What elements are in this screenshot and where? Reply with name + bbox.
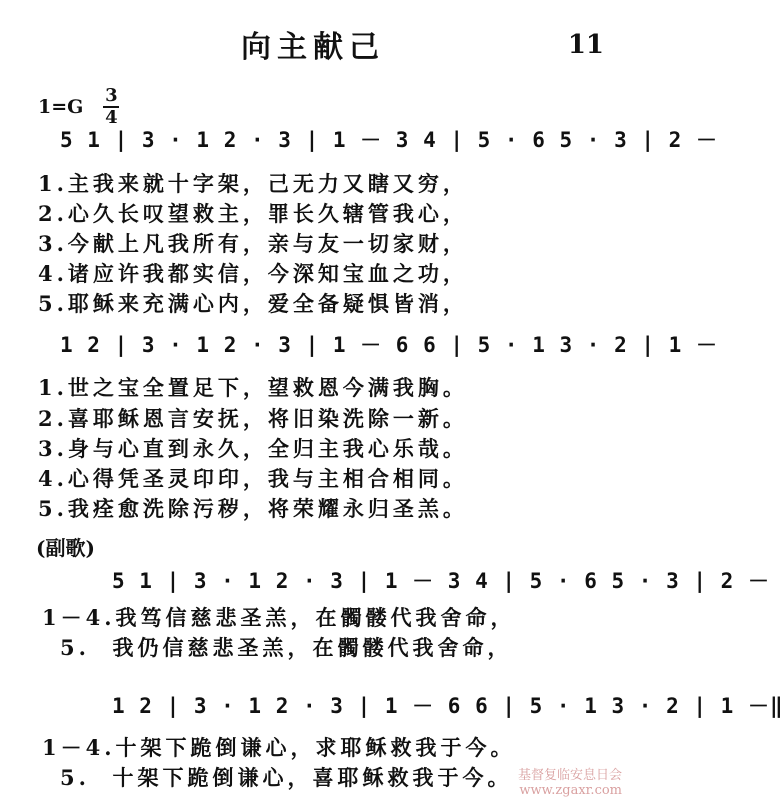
chorus-notation-line-1: 5 1 | 3 · 1 2 · 3 | 1 － 3 4 | 5 · 6 5 · 3 | 2 － [112,569,770,593]
time-signature-bottom: 4 [105,107,118,128]
chorus-lyric-1-4-b: 1－4.十架下跪倒谦心，求耶稣救我于今。 [42,735,516,760]
key-signature [38,86,119,128]
time-signature [103,86,119,128]
lyric-verse-1: 1.主我来就十字架，己无力又瞎又穷， [38,171,468,196]
lyric-verse-2: 2.心久长叹望救主，罪长久辖管我心， [38,201,468,226]
watermark-line-2: www.zgaxr.com [519,783,622,798]
lyric-verse-3-b: 3.身与心直到永久，全归主我心乐哉。 [38,436,468,461]
chorus-lyric-5-a: 5. 我仍信慈悲圣羔，在髑髅代我舍命， [60,635,513,660]
lyric-verse-3: 3.今献上凡我所有，亲与友一切家财， [38,231,468,256]
time-signature-top: 3 [105,85,118,106]
lyric-verse-5-b: 5.我痊愈洗除污秽，将荣耀永归圣羔。 [38,496,468,521]
chorus-lyric-5-b: 5. 十架下跪倒谦心，喜耶稣救我于今。 [60,765,513,790]
watermark-line-1: 基督复临安息日会 [517,768,622,783]
key-label: 1=G [38,96,84,118]
notation-line-2: 1 2 | 3 · 1 2 · 3 | 1 － 6 6 | 5 · 1 3 · 2 | 1 － [60,333,718,357]
lyric-verse-2-b: 2.喜耶稣恩言安抚，将旧染洗除一新。 [38,406,468,431]
song-title: 向主献己 [241,30,385,65]
lyric-verse-1-b: 1.世之宝全置足下，望救恩今满我胸。 [38,375,468,400]
page-number: 11 [567,30,604,60]
chorus-lyric-1-4-a: 1－4.我笃信慈悲圣羔，在髑髅代我舍命， [42,605,516,630]
watermark [518,764,622,798]
lyric-verse-4: 4.诸应许我都实信，今深知宝血之功， [38,261,468,286]
chorus-notation-line-2: 1 2 | 3 · 1 2 · 3 | 1 － 6 6 | 5 · 1 3 · 2 | 1 －‖ [112,694,784,718]
notation-line-1: 5 1 | 3 · 1 2 · 3 | 1 － 3 4 | 5 · 6 5 · 3 | 2 － [60,128,718,152]
chorus-label: (副歌) [36,536,95,560]
lyric-verse-4-b: 4.心得凭圣灵印印，我与主相合相同。 [38,466,468,491]
lyric-verse-5: 5.耶稣来充满心内，爱全备疑惧皆消， [38,291,468,316]
